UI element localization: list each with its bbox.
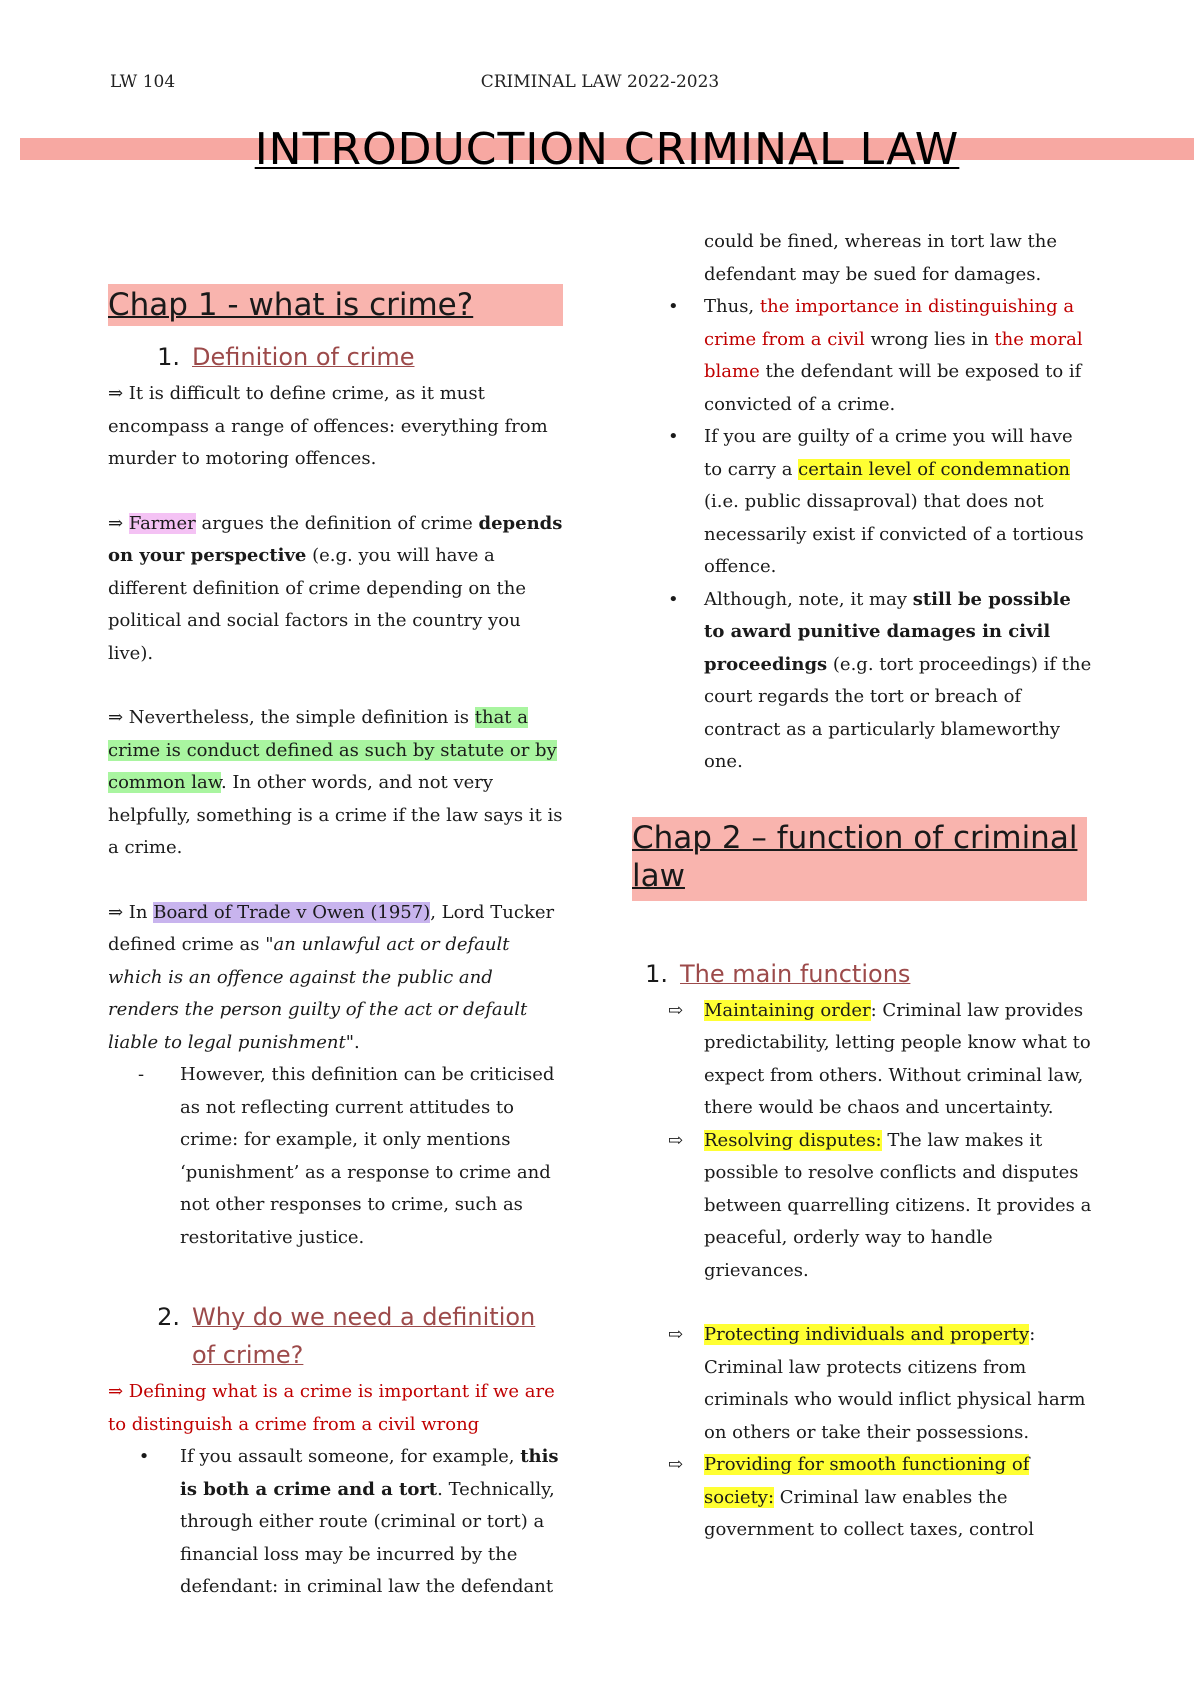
bullet-item: • Although, note, it may still be possible to award punitive damages in civil proceedings (e.g. tort proceedings) if the court regards the tort or breach of contract as a particularly blameworthy one. — [668, 588, 1092, 772]
section-why-definition: 2. Why do we need a definition of crime? — [108, 1298, 563, 1374]
highlight: Farmer — [128, 512, 196, 534]
section-definition-of-crime: 1. Definition of crime — [108, 338, 563, 376]
arrow-item: ⇨ Resolving disputes: The law makes it possible to resolve conflicts and disputes between quarrelling citizens. It provides a peaceful, orderly way to handle grievances. — [632, 1125, 1092, 1288]
highlight: Providing for smooth functioning of society: — [704, 1454, 1030, 1508]
section-title: The main functions — [680, 959, 911, 988]
chapter-1-heading: Chap 1 - what is crime? — [108, 284, 563, 326]
section-main-functions: 1. The main functions — [632, 955, 1092, 993]
subject-title: CRIMINAL LAW 2022-2023 — [480, 72, 720, 92]
bullet-item: • If you are guilty of a crime you will have to carry a certain level of condemnation (i.e. public dissaproval) that does not necessarily exist if convicted of a tortious offence. — [668, 426, 1084, 577]
bullet-item: • Thus, the importance in distinguishing a crime from a civil wrong lies in the moral blame the defendant will be exposed to if convicted of a crime. — [668, 296, 1083, 415]
highlight: Protecting individuals and property — [704, 1324, 1030, 1345]
paragraph-board-of-trade: ⇒ In Board of Trade v Owen (1957), Lord Tucker defined crime as "an unlawful act or default which is an offence against the public and renders the person guilty of the act or default liable to legal punishment". — [108, 901, 555, 1053]
section-title: Why do we need a definition of crime? — [192, 1303, 536, 1369]
highlight: Resolving disputes: — [704, 1129, 882, 1151]
arrow-icon: ⇨ — [668, 1324, 684, 1345]
chapter-2-heading: Chap 2 – function of criminal law — [632, 817, 1087, 901]
right-column — [632, 226, 1092, 1547]
arrow-item: ⇨ Providing for smooth functioning of society: Criminal law enables the government to collect taxes, control — [632, 1449, 1092, 1547]
highlight: Board of Trade v Owen (1957) — [153, 901, 431, 923]
left-column — [108, 226, 563, 1604]
paragraph: ⇒ It is difficult to define crime, as it must encompass a range of offences: everything from murder to motoring offences. — [108, 383, 548, 469]
paragraph-red: ⇒ Defining what is a crime is important if we are to distinguish a crime from a civil wrong — [108, 1381, 555, 1435]
arrow-item: ⇨ Maintaining order: Criminal law provides predictability, letting people know what to expect from others. Without criminal law, there would be chaos and uncertainty. — [632, 995, 1092, 1125]
highlight: certain level of condemnation — [798, 458, 1070, 480]
continued-text: could be fined, whereas in tort law the defendant may be sued for damages. — [704, 231, 1058, 285]
document-title: INTRODUCTION CRIMINAL LAW — [254, 124, 960, 175]
arrow-icon: ⇨ — [668, 1454, 684, 1475]
dash-list-item: - However, this definition can be criticised as not reflecting current attitudes to crime: for example, it only mentions ‘punishment’ as a response to crime and not other responses to crime, such as restoritative justice. — [138, 1064, 555, 1248]
bullet-item: • If you assault someone, for example, this is both a crime and a tort. Technically, through either route (criminal or tort) a financial loss may be incurred by the defendant: in criminal law the defendant — [138, 1446, 559, 1597]
paragraph-simple-definition: ⇒ Nevertheless, the simple definition is that a crime is conduct defined as such by statute or by common law. In other words, and not very helpfully, something is a crime if the law says it is a crime. — [108, 707, 563, 858]
paragraph-farmer: ⇒ Farmer argues the definition of crime depends on your perspective (e.g. you will have a different definition of crime depending on the political and social factors in the country you live). — [108, 512, 563, 664]
highlight: Maintaining order — [704, 999, 871, 1021]
course-code: LW 104 — [110, 72, 176, 92]
page-header — [110, 72, 1090, 96]
arrow-item: ⇨ Protecting individuals and property: Criminal law protects citizens from criminals who would inflict physical harm on others or take their possessions. — [632, 1319, 1092, 1449]
highlight: that a crime is conduct defined as such by statute or by common law — [108, 707, 557, 793]
section-title: Definition of crime — [192, 343, 415, 371]
arrow-icon: ⇨ — [668, 999, 684, 1021]
arrow-icon: ⇨ — [668, 1129, 684, 1151]
